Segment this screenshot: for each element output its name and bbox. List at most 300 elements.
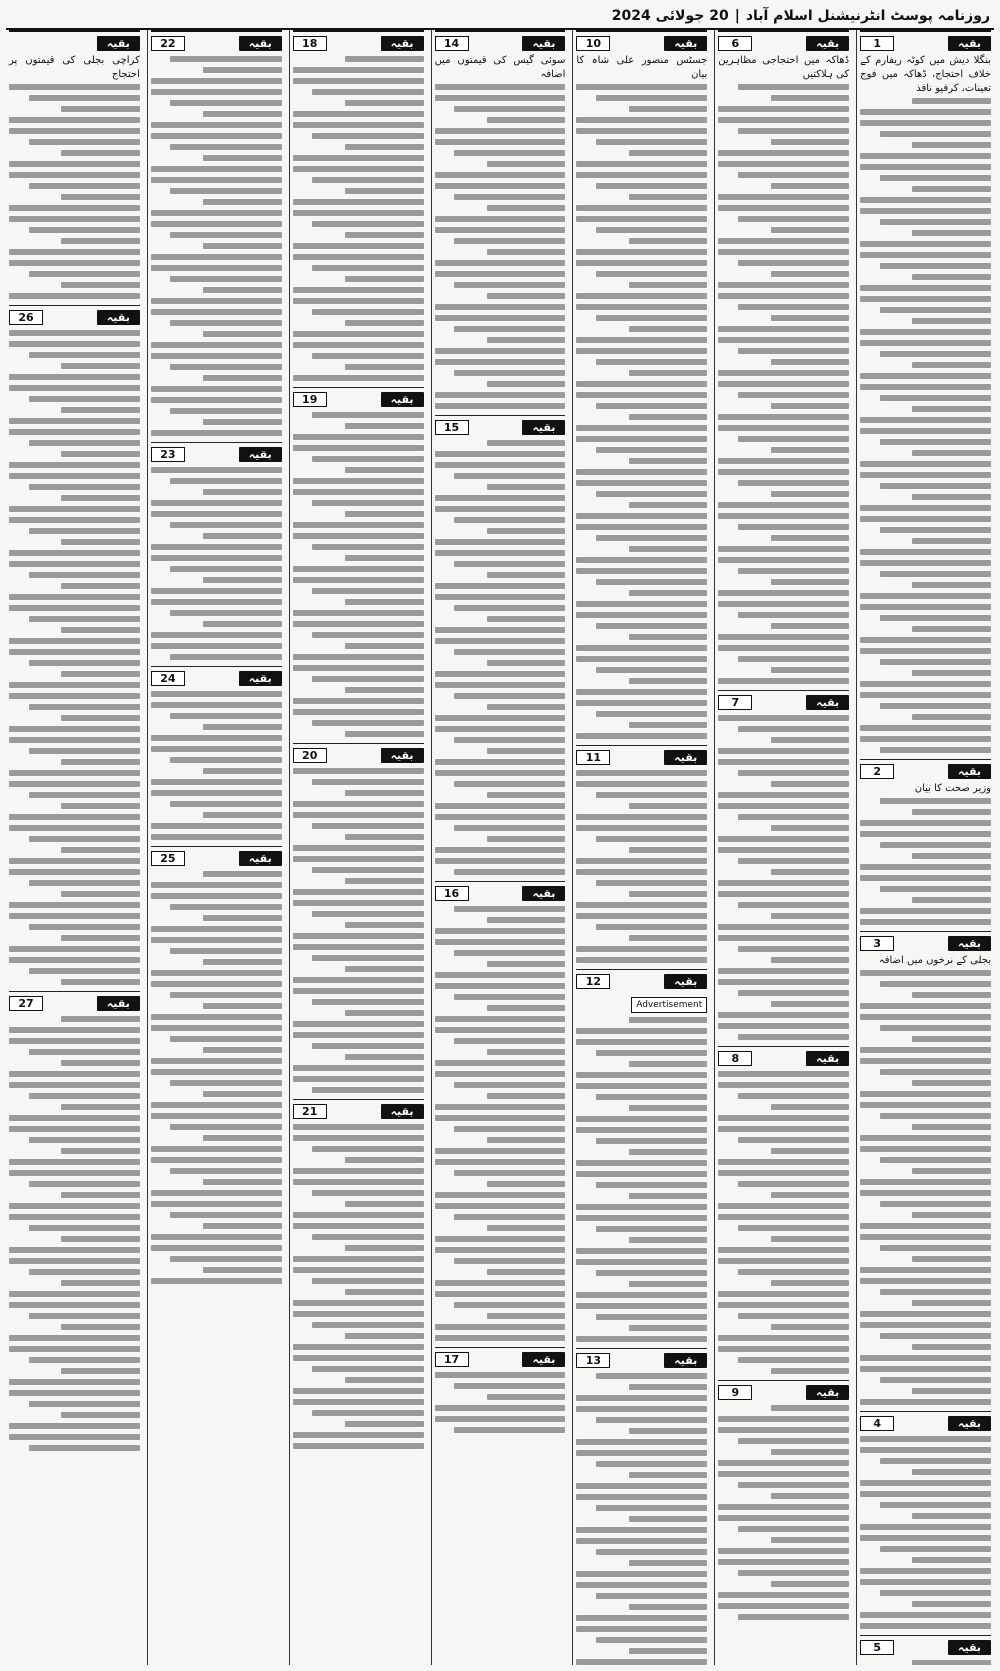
text-line <box>345 599 424 605</box>
text-line <box>596 1549 707 1555</box>
text-line <box>312 779 423 785</box>
text-line <box>718 1258 849 1264</box>
text-line <box>860 109 991 115</box>
text-line <box>170 364 281 370</box>
text-line <box>9 1335 140 1341</box>
text-line <box>61 627 140 633</box>
text-line <box>9 128 140 134</box>
continuation-box <box>860 1411 991 1631</box>
text-line <box>454 1302 565 1308</box>
text-line <box>860 428 991 434</box>
continuation-box <box>576 1348 707 1665</box>
text-line <box>576 1538 707 1544</box>
text-line <box>860 820 991 826</box>
text-line <box>151 122 282 128</box>
text-line <box>771 1368 850 1374</box>
text-line <box>293 199 424 205</box>
text-line <box>293 1135 424 1141</box>
text-line <box>61 759 140 765</box>
text-line <box>435 506 566 512</box>
text-line <box>435 671 566 677</box>
text-line <box>596 227 707 233</box>
continued-label: بقیہ <box>381 392 424 407</box>
box-header <box>9 308 140 326</box>
text-line <box>454 1082 565 1088</box>
text-line <box>771 139 850 145</box>
text-line <box>629 150 708 156</box>
text-line <box>860 1311 991 1317</box>
text-line <box>29 616 140 622</box>
continuation-box <box>860 931 991 1407</box>
text-line <box>576 1395 707 1401</box>
text-line <box>912 1212 991 1218</box>
text-line <box>860 1355 991 1361</box>
box-number: 22 <box>151 36 185 51</box>
text-line <box>203 199 282 205</box>
box-lead-text: بنگلا دیش میں کوٹہ ریفارم کے خلاف احتجاج، ڈھاکہ میں فوج تعینات، کرفیو نافذ <box>860 55 991 94</box>
text-line <box>9 1115 140 1121</box>
continued-label: بقیہ <box>97 310 140 325</box>
text-line <box>629 458 708 464</box>
box-header <box>435 418 566 436</box>
continued-label: بقیہ <box>806 36 849 51</box>
text-line <box>293 577 424 583</box>
text-line <box>29 748 140 754</box>
text-line <box>9 693 140 699</box>
text-line <box>9 260 140 266</box>
text-line <box>629 1472 708 1478</box>
text-line <box>596 95 707 101</box>
text-line <box>487 1137 566 1143</box>
text-line <box>860 516 991 522</box>
text-line <box>435 1405 566 1411</box>
text-line <box>293 566 424 572</box>
text-line <box>435 183 566 189</box>
text-line <box>435 594 566 600</box>
text-line <box>9 1302 140 1308</box>
text-line <box>151 632 282 638</box>
text-line <box>912 853 991 859</box>
text-line <box>771 1001 850 1007</box>
body-text-lines <box>435 82 566 411</box>
text-line <box>151 89 282 95</box>
text-line <box>596 1094 707 1100</box>
text-line <box>9 737 140 743</box>
text-line <box>151 353 282 359</box>
text-line <box>312 544 423 550</box>
continuation-box <box>435 1347 566 1435</box>
text-line <box>345 878 424 884</box>
text-line <box>312 588 423 594</box>
box-header <box>718 1383 849 1401</box>
text-line <box>912 230 991 236</box>
body-text-lines <box>860 1658 991 1665</box>
text-line <box>9 1214 140 1220</box>
box-header <box>435 1350 566 1368</box>
text-line <box>738 770 849 776</box>
text-line <box>738 568 849 574</box>
text-line <box>151 691 282 697</box>
continued-label: بقیہ <box>948 1416 991 1431</box>
text-line <box>9 781 140 787</box>
text-line <box>312 265 423 271</box>
text-line <box>738 436 849 442</box>
continuation-box <box>435 415 566 877</box>
text-line <box>9 1247 140 1253</box>
text-line <box>293 889 424 895</box>
text-line <box>435 1115 566 1121</box>
text-line <box>596 579 707 585</box>
text-line <box>860 1003 991 1009</box>
text-line <box>880 615 991 621</box>
continued-label: بقیہ <box>664 974 707 989</box>
text-line <box>293 445 424 451</box>
text-line <box>151 588 282 594</box>
text-line <box>487 616 566 622</box>
text-line <box>629 502 708 508</box>
text-line <box>912 1124 991 1130</box>
continued-label: بقیہ <box>948 1640 991 1655</box>
text-line <box>860 1278 991 1284</box>
text-line <box>576 172 707 178</box>
text-line <box>771 579 850 585</box>
text-line <box>203 1223 282 1229</box>
text-line <box>293 1076 424 1082</box>
text-line <box>151 893 282 899</box>
box-number: 6 <box>718 36 752 51</box>
text-line <box>29 572 140 578</box>
text-line <box>151 1201 282 1207</box>
text-line <box>61 238 140 244</box>
text-line <box>9 605 140 611</box>
text-line <box>345 1377 424 1383</box>
text-line <box>718 1291 849 1297</box>
continued-label: بقیہ <box>948 936 991 951</box>
text-line <box>454 781 565 787</box>
continuation-box <box>293 1099 424 1451</box>
text-line <box>151 937 282 943</box>
text-line <box>912 406 991 412</box>
text-line <box>880 263 991 269</box>
text-line <box>576 858 707 864</box>
text-line <box>718 106 849 112</box>
text-line <box>345 1289 424 1295</box>
text-line <box>345 100 424 106</box>
text-line <box>312 1366 423 1372</box>
text-line <box>487 440 566 446</box>
text-line <box>718 935 849 941</box>
text-line <box>151 177 282 183</box>
text-line <box>860 1190 991 1196</box>
body-text-lines <box>151 465 282 662</box>
continued-label: بقیہ <box>381 36 424 51</box>
box-number: 11 <box>576 750 610 765</box>
body-text-lines <box>151 54 282 438</box>
text-line <box>576 161 707 167</box>
body-text-lines <box>718 1069 849 1376</box>
body-text-lines <box>435 1370 566 1435</box>
text-line <box>629 238 708 244</box>
text-line <box>9 1170 140 1176</box>
body-text-lines <box>860 96 991 755</box>
text-line <box>454 1427 565 1433</box>
body-text-lines <box>435 438 566 877</box>
box-number: 20 <box>293 748 327 763</box>
text-line <box>576 1072 707 1078</box>
text-line <box>860 593 991 599</box>
text-line <box>203 111 282 117</box>
text-line <box>454 370 565 376</box>
text-line <box>61 1060 140 1066</box>
text-line <box>771 491 850 497</box>
text-line <box>738 612 849 618</box>
box-header <box>576 1351 707 1369</box>
continuation-box <box>576 969 707 1344</box>
text-line <box>9 473 140 479</box>
text-line <box>860 417 991 423</box>
text-line <box>29 1225 140 1231</box>
continued-label: بقیہ <box>239 851 282 866</box>
news-column-3 <box>572 30 710 1665</box>
text-line <box>293 298 424 304</box>
text-line <box>880 798 991 804</box>
text-line <box>718 282 849 288</box>
text-line <box>454 1214 565 1220</box>
text-line <box>718 792 849 798</box>
text-line <box>345 320 424 326</box>
text-line <box>454 194 565 200</box>
text-line <box>435 759 566 765</box>
text-line <box>61 1280 140 1286</box>
body-text-lines <box>9 82 140 301</box>
text-line <box>9 594 140 600</box>
text-line <box>61 1148 140 1154</box>
text-line <box>576 825 707 831</box>
text-line <box>435 1335 566 1341</box>
text-line <box>880 1025 991 1031</box>
text-line <box>9 550 140 556</box>
text-line <box>435 847 566 853</box>
text-line <box>629 722 708 728</box>
continued-label: بقیہ <box>381 1104 424 1119</box>
text-line <box>860 560 991 566</box>
text-line <box>860 1436 991 1442</box>
text-line <box>860 1091 991 1097</box>
text-line <box>860 1399 991 1405</box>
text-line <box>880 131 991 137</box>
continued-label: بقیہ <box>381 748 424 763</box>
continuation-box <box>9 991 140 1453</box>
advertisement-tag: Advertisement <box>631 997 707 1013</box>
text-line <box>9 858 140 864</box>
text-line <box>9 902 140 908</box>
text-line <box>170 144 281 150</box>
text-line <box>435 682 566 688</box>
text-line <box>293 1300 424 1306</box>
text-line <box>738 1269 849 1275</box>
text-line <box>29 1269 140 1275</box>
text-line <box>435 139 566 145</box>
text-line <box>29 484 140 490</box>
text-line <box>718 117 849 123</box>
text-line <box>487 961 566 967</box>
text-line <box>629 194 708 200</box>
text-line <box>345 188 424 194</box>
text-line <box>170 522 281 528</box>
text-line <box>880 175 991 181</box>
text-line <box>912 1256 991 1262</box>
text-line <box>629 1560 708 1566</box>
text-line <box>293 166 424 172</box>
text-line <box>151 790 282 796</box>
text-line <box>9 682 140 688</box>
text-line <box>293 944 424 950</box>
continuation-box <box>718 1046 849 1376</box>
text-line <box>203 1003 282 1009</box>
continued-label: بقیہ <box>664 36 707 51</box>
text-line <box>718 469 849 475</box>
body-text-lines <box>718 713 849 1042</box>
text-line <box>912 274 991 280</box>
text-line <box>312 1410 423 1416</box>
text-line <box>9 161 140 167</box>
box-number: 3 <box>860 936 894 951</box>
text-line <box>151 735 282 741</box>
text-line <box>312 720 423 726</box>
text-line <box>738 304 849 310</box>
text-line <box>860 725 991 731</box>
box-header <box>9 994 140 1012</box>
box-number: 24 <box>151 671 185 686</box>
text-line <box>345 364 424 370</box>
text-line <box>345 1054 424 1060</box>
text-line <box>151 500 282 506</box>
text-line <box>860 461 991 467</box>
text-line <box>454 994 565 1000</box>
text-line <box>576 689 707 695</box>
text-line <box>435 260 566 266</box>
text-line <box>9 462 140 468</box>
text-line <box>912 186 991 192</box>
text-line <box>860 736 991 742</box>
text-line <box>576 1336 707 1342</box>
text-line <box>170 610 281 616</box>
text-line <box>435 1060 566 1066</box>
body-text-lines <box>9 1014 140 1453</box>
continuation-box <box>435 881 566 1343</box>
box-number: 21 <box>293 1104 327 1119</box>
text-line <box>435 227 566 233</box>
text-line <box>576 1215 707 1221</box>
box-header <box>860 34 991 52</box>
text-line <box>293 768 424 774</box>
text-line <box>293 342 424 348</box>
text-line <box>29 352 140 358</box>
text-line <box>576 117 707 123</box>
box-number: 1 <box>860 36 894 51</box>
continuation-box <box>718 690 849 1042</box>
text-line <box>596 836 707 842</box>
text-line <box>718 1082 849 1088</box>
text-line <box>718 205 849 211</box>
text-line <box>312 1087 423 1093</box>
text-line <box>718 194 849 200</box>
text-line <box>151 1190 282 1196</box>
text-line <box>860 164 991 170</box>
text-line <box>151 309 282 315</box>
text-line <box>860 241 991 247</box>
text-line <box>487 249 566 255</box>
text-line <box>203 1179 282 1185</box>
box-header <box>718 1049 849 1067</box>
text-line <box>596 271 707 277</box>
box-header <box>435 34 566 52</box>
text-line <box>596 1637 707 1643</box>
text-line <box>454 825 565 831</box>
text-line <box>293 67 424 73</box>
text-line <box>151 981 282 987</box>
text-line <box>9 1346 140 1352</box>
text-line <box>435 95 566 101</box>
text-line <box>487 1049 566 1055</box>
text-line <box>435 1027 566 1033</box>
text-line <box>880 1245 991 1251</box>
text-line <box>293 1388 424 1394</box>
continued-label: بقیہ <box>806 1385 849 1400</box>
text-line <box>61 979 140 985</box>
text-line <box>771 1236 850 1242</box>
text-line <box>9 216 140 222</box>
text-line <box>203 419 282 425</box>
text-line <box>576 1571 707 1577</box>
box-lead-text: سوئی گیس کی قیمتوں میں اضافہ <box>434 55 566 80</box>
text-line <box>718 249 849 255</box>
text-line <box>9 561 140 567</box>
body-text-lines <box>718 82 849 686</box>
text-line <box>576 1450 707 1456</box>
text-line <box>576 337 707 343</box>
text-line <box>860 1366 991 1372</box>
text-line <box>718 1214 849 1220</box>
text-line <box>738 1181 849 1187</box>
text-line <box>860 296 991 302</box>
text-line <box>629 1384 708 1390</box>
box-header <box>293 390 424 408</box>
text-line <box>435 359 566 365</box>
text-line <box>487 792 566 798</box>
text-line <box>61 847 140 853</box>
text-line <box>293 621 424 627</box>
text-line <box>880 571 991 577</box>
text-line <box>435 858 566 864</box>
continued-label: بقیہ <box>664 750 707 765</box>
text-line <box>293 1124 424 1130</box>
text-line <box>576 1083 707 1089</box>
text-line <box>771 869 850 875</box>
text-line <box>596 359 707 365</box>
text-line <box>629 891 708 897</box>
text-line <box>738 260 849 266</box>
text-line <box>718 1023 849 1029</box>
body-text-lines <box>860 968 991 1407</box>
text-line <box>860 208 991 214</box>
text-line <box>293 1355 424 1361</box>
text-line <box>9 1258 140 1264</box>
text-line <box>880 1069 991 1075</box>
text-line <box>293 988 424 994</box>
text-line <box>487 917 566 923</box>
text-line <box>880 1289 991 1295</box>
